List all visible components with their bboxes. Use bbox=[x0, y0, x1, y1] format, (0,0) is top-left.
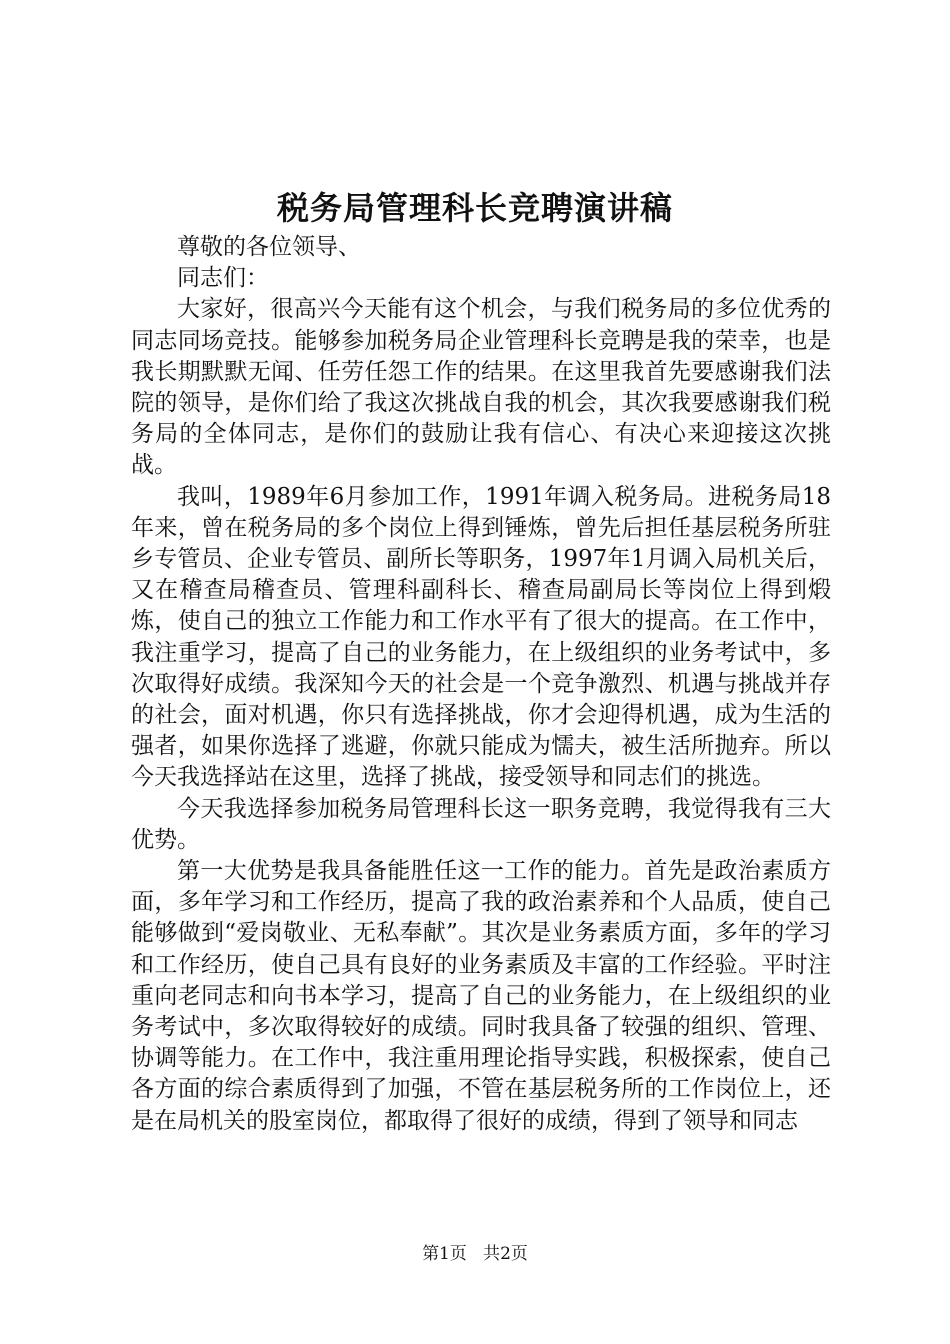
document-title: 税务局管理科长竞聘演讲稿 bbox=[276, 189, 673, 227]
document-body bbox=[131, 232, 831, 1137]
body-paragraph: 今天我选择参加税务局管理科长这一职务竞聘，我觉得我有三大优势。 bbox=[131, 795, 831, 853]
page-number: 第1页 bbox=[422, 1244, 467, 1264]
body-paragraph: 大家好，很高兴今天能有这个机会，与我们税务局的多位优秀的同志同场竞技。能够参加税务局企业管理科长竞聘是我的荣幸，也是我长期默默无闻、任劳任怨工作的结果。在这里我首先要感谢我们法院的领导，是你们给了我这次挑战自我的机会，其次我要感谢我们税务局的全体同志，是你们的鼓励让我有信心、有决心来迎接这次挑战。 bbox=[131, 296, 831, 479]
body-paragraph: 第一大优势是我具备能胜任这一工作的能力。首先是政治素质方面，多年学习和工作经历，提高了我的政治素养和个人品质，使自己能够做到“爱岗敬业、无私奉献”。其次是业务素质方面，多年的学习和工作经历，使自己具有良好的业务素质及丰富的工作经验。平时注重向老同志和向书本学习，提高了自己的业务能力，在上级组织的业务考试中，多次取得较好的成绩。同时我具备了较强的组织、管理、协调等能力。在工作中，我注重用理论指导实践，积极探索，使自己各方面的综合素质得到了加强，不管在基层税务所的工作岗位上，还是在局机关的股室岗位，都取得了很好的成绩，得到了领导和同志 bbox=[131, 858, 831, 1134]
page-footer bbox=[0, 1242, 950, 1266]
salutation-line: 尊敬的各位领导、 bbox=[177, 234, 361, 260]
page-total: 共2页 bbox=[483, 1244, 528, 1264]
body-paragraph: 我叫，1989年6月参加工作，1991年调入税务局。进税务局18年来，曾在税务局的多个岗位上得到锤炼，曾先后担任基层税务所驻乡专管员、企业专管员、副所长等职务，1997年1月调入局机关后，又在稽查局稽查员、管理科副科长、稽查局副局长等岗位上得到煅炼，使自己的独立工作能力和工作水平有了很大的提高。在工作中，我注重学习，提高了自己的业务能力，在上级组织的业务考试中，多次取得好成绩。我深知今天的社会是一个竞争激烈、机遇与挑战并存的社会，面对机遇，你只有选择挑战，你才会迎得机遇，成为生活的强者，如果你选择了逃避，你就只能成为懦夫，被生活所抛弃。所以今天我选择站在这里，选择了挑战，接受领导和同志们的挑选。 bbox=[131, 483, 831, 791]
page-spacer bbox=[472, 1244, 477, 1264]
salutation-line: 同志们： bbox=[177, 265, 269, 292]
